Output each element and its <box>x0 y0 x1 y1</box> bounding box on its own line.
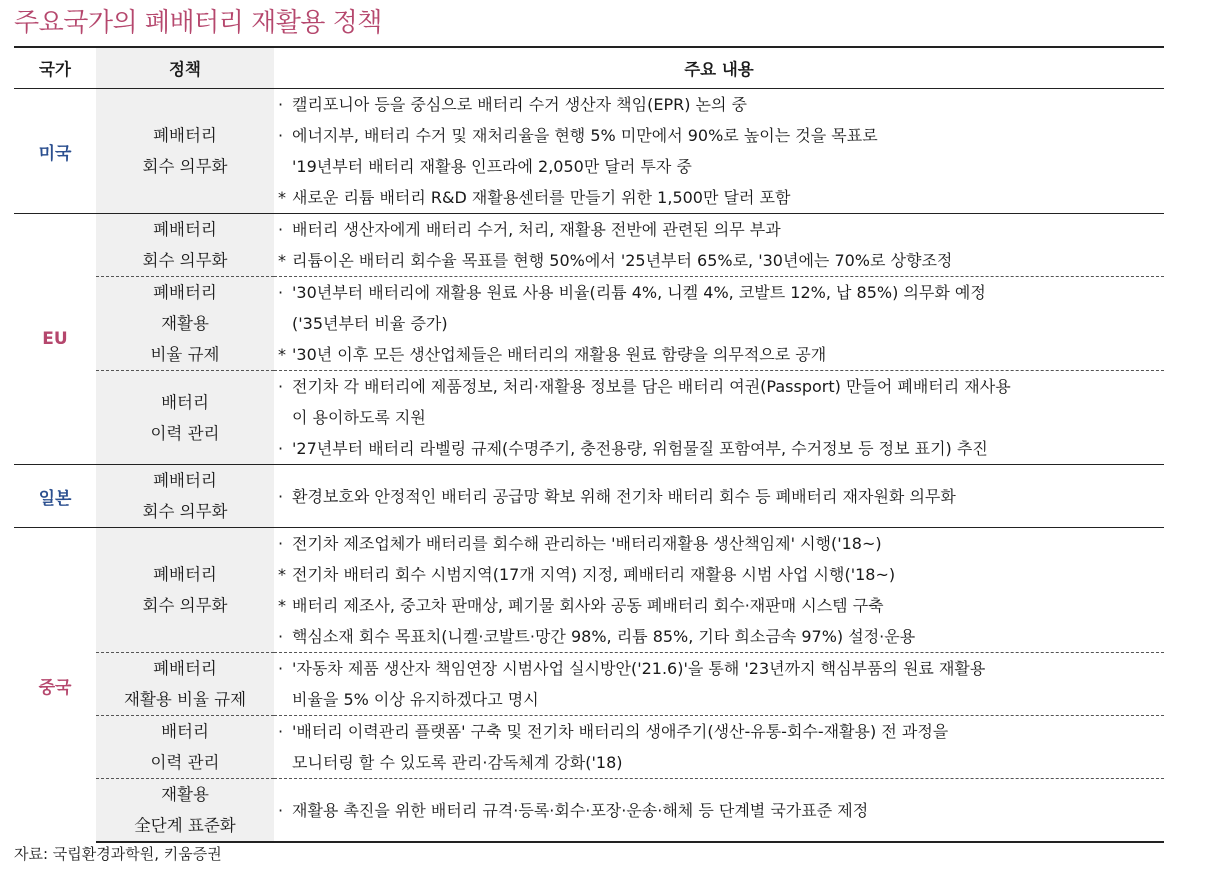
content-line <box>278 716 1164 747</box>
policy-label-line: 재활용 <box>161 785 209 804</box>
content-text: 새로운 리튬 배터리 R&D 재활용센터를 만들기 위한 1,500만 달러 포함 <box>292 188 791 207</box>
source-note: 자료: 국립환경과학원, 키움증권 <box>14 845 222 863</box>
policy-label-line: 배터리 <box>161 722 209 741</box>
policy-label-line: 全단계 표준화 <box>134 816 236 835</box>
content-line <box>278 214 1164 245</box>
content-text: 이 용이하도록 지원 <box>292 408 426 427</box>
table-row <box>14 653 1164 716</box>
table-header-row <box>14 47 1164 89</box>
content-line <box>278 621 1164 652</box>
content-line <box>278 89 1164 120</box>
dot-bullet-icon: · <box>278 722 284 741</box>
content-text: '30년부터 배터리에 재활용 원료 사용 비율(리튬 4%, 니켈 4%, 코발트 12%, 납 85%) 의무화 예정 <box>292 283 986 302</box>
dot-bullet-icon: · <box>278 220 284 239</box>
table-row <box>14 277 1164 371</box>
table-row <box>14 465 1164 528</box>
content-line <box>278 308 1164 339</box>
policy-label-line: 폐배터리 <box>153 471 217 490</box>
content-text: 에너지부, 배터리 수거 및 재처리율을 현행 5% 미만에서 90%로 높이는 것을 목표로 <box>292 126 878 145</box>
content-cell <box>274 89 1164 214</box>
content-line <box>278 747 1164 778</box>
policy-label-line: 폐배터리 <box>153 220 217 239</box>
content-text: 환경보호와 안정적인 배터리 공급망 확보 위해 전기차 배터리 회수 등 폐배터리 재자원화 의무화 <box>292 486 956 506</box>
content-line <box>278 684 1164 715</box>
country-cell: 일본 <box>14 465 96 528</box>
policy-label-line: 이력 관리 <box>150 423 220 443</box>
policy-label-line: 회수 의무화 <box>142 157 228 176</box>
content-text: 전기차 각 배터리에 제품정보, 처리·재활용 정보를 담은 배터리 여권(Passport) 만들어 폐배터리 재사용 <box>292 377 1011 396</box>
policy-label-line: 배터리 <box>161 392 209 412</box>
table-row <box>14 716 1164 779</box>
content-text: 재활용 촉진을 위한 배터리 규격·등록·회수·포장·운송·해체 등 단계별 국가표준 제정 <box>292 800 869 820</box>
content-line <box>278 402 1164 433</box>
content-line <box>278 433 1164 464</box>
table-row <box>14 528 1164 653</box>
country-cell: 미국 <box>14 89 96 214</box>
policy-label-line: 재활용 <box>161 314 209 333</box>
content-text: 전기차 제조업체가 배터리를 회수해 관리하는 '배터리재활용 생산책임제' 시행('18~) <box>292 534 882 553</box>
dot-bullet-icon: · <box>278 534 284 553</box>
table-row <box>14 214 1164 277</box>
dot-bullet-icon: · <box>278 627 284 646</box>
policy-label-line: 폐배터리 <box>153 659 217 678</box>
content-text: 핵심소재 회수 목표치(니켈·코발트·망간 98%, 리튬 85%, 기타 희소금속 97%) 설정·운용 <box>292 627 916 646</box>
content-text: '배터리 이력관리 플랫폼' 구축 및 전기차 배터리의 생애주기(생산-유통-회수-재활용) 전 과정을 <box>292 722 949 741</box>
content-cell <box>274 277 1164 371</box>
content-cell <box>274 371 1164 465</box>
content-text: 배터리 생산자에게 배터리 수거, 처리, 재활용 전반에 관련된 의무 부과 <box>292 220 781 239</box>
dot-bullet-icon: · <box>278 439 284 458</box>
asterisk-bullet-icon: * <box>278 188 286 207</box>
dot-bullet-icon: · <box>278 283 284 302</box>
dot-bullet-icon: · <box>278 95 284 114</box>
content-text: 전기차 배터리 회수 시범지역(17개 지역) 지정, 폐배터리 재활용 시범 사업 시행('18~) <box>292 565 896 584</box>
policy-cell <box>96 277 274 371</box>
content-text: '19년부터 배터리 재활용 인프라에 2,050만 달러 투자 중 <box>292 157 692 176</box>
policy-cell <box>96 214 274 277</box>
policy-label-line: 폐배터리 <box>153 283 217 302</box>
policy-cell <box>96 653 274 716</box>
content-cell <box>274 528 1164 653</box>
content-line <box>278 339 1164 370</box>
policy-cell <box>96 89 274 214</box>
content-line <box>278 653 1164 684</box>
policy-label-line: 회수 의무화 <box>142 502 228 521</box>
content-text: 리튬이온 배터리 회수율 목표를 현행 50%에서 '25년부터 65%로, '30년에는 70%로 상향조정 <box>292 251 953 270</box>
table-row <box>14 779 1164 843</box>
content-line <box>278 151 1164 182</box>
content-cell <box>274 465 1164 528</box>
page-title: 주요국가의 폐배터리 재활용 정책 <box>14 8 382 38</box>
policy-cell <box>96 716 274 779</box>
content-text: 배터리 제조사, 중고차 판매상, 폐기물 회사와 공동 폐배터리 회수·재판매 시스템 구축 <box>292 596 884 615</box>
policy-cell <box>96 371 274 465</box>
content-text: ('35년부터 비율 증가) <box>292 314 448 333</box>
dot-bullet-icon: · <box>278 659 284 678</box>
table-body <box>14 89 1164 843</box>
content-line <box>278 559 1164 590</box>
dot-bullet-icon: · <box>278 126 284 145</box>
policy-label-line: 회수 의무화 <box>142 251 228 270</box>
dot-bullet-icon: · <box>278 800 284 820</box>
content-text: 모니터링 할 수 있도록 관리·감독체계 강화('18) <box>292 753 623 772</box>
policy-label-line: 폐배터리 <box>153 126 217 145</box>
country-cell: 중국 <box>14 528 96 843</box>
content-cell <box>274 214 1164 277</box>
content-line <box>278 245 1164 276</box>
policy-label-line: 비율 규제 <box>150 345 220 364</box>
policy-label-line: 폐배터리 <box>153 565 217 584</box>
content-line <box>278 371 1164 402</box>
content-line <box>278 277 1164 308</box>
header-policy: 정책 <box>96 47 274 89</box>
content-line <box>278 182 1164 213</box>
content-text: '자동차 제품 생산자 책임연장 시범사업 실시방안('21.6)'을 통해 '23년까지 핵심부품의 원료 재활용 <box>292 659 986 678</box>
asterisk-bullet-icon: * <box>278 345 286 364</box>
policy-label-line: 이력 관리 <box>150 753 220 772</box>
asterisk-bullet-icon: * <box>278 565 286 584</box>
policy-cell <box>96 779 274 843</box>
content-line <box>278 481 1164 512</box>
content-cell <box>274 716 1164 779</box>
table-row <box>14 89 1164 214</box>
content-text: '27년부터 배터리 라벨링 규제(수명주기, 충전용량, 위험물질 포함여부, 수거정보 등 정보 표기) 추진 <box>292 439 988 458</box>
asterisk-bullet-icon: * <box>278 596 286 615</box>
content-line <box>278 590 1164 621</box>
policy-label-line: 재활용 비율 규제 <box>123 690 247 709</box>
content-line <box>278 528 1164 559</box>
policy-label-line: 회수 의무화 <box>142 596 228 615</box>
policy-table <box>14 46 1164 843</box>
table-row <box>14 371 1164 465</box>
header-content: 주요 내용 <box>274 47 1164 89</box>
country-cell: EU <box>14 214 96 465</box>
content-line <box>278 120 1164 151</box>
content-cell <box>274 779 1164 843</box>
content-text: 캘리포니아 등을 중심으로 배터리 수거 생산자 책임(EPR) 논의 중 <box>292 95 747 114</box>
content-cell <box>274 653 1164 716</box>
policy-cell <box>96 465 274 528</box>
dot-bullet-icon: · <box>278 377 284 396</box>
policy-cell <box>96 528 274 653</box>
content-line <box>278 795 1164 826</box>
dot-bullet-icon: · <box>278 486 284 506</box>
asterisk-bullet-icon: * <box>278 251 286 270</box>
content-text: 비율을 5% 이상 유지하겠다고 명시 <box>292 690 539 709</box>
header-country: 국가 <box>14 47 96 89</box>
content-text: '30년 이후 모든 생산업체들은 배터리의 재활용 원료 함량을 의무적으로 공개 <box>292 345 827 364</box>
